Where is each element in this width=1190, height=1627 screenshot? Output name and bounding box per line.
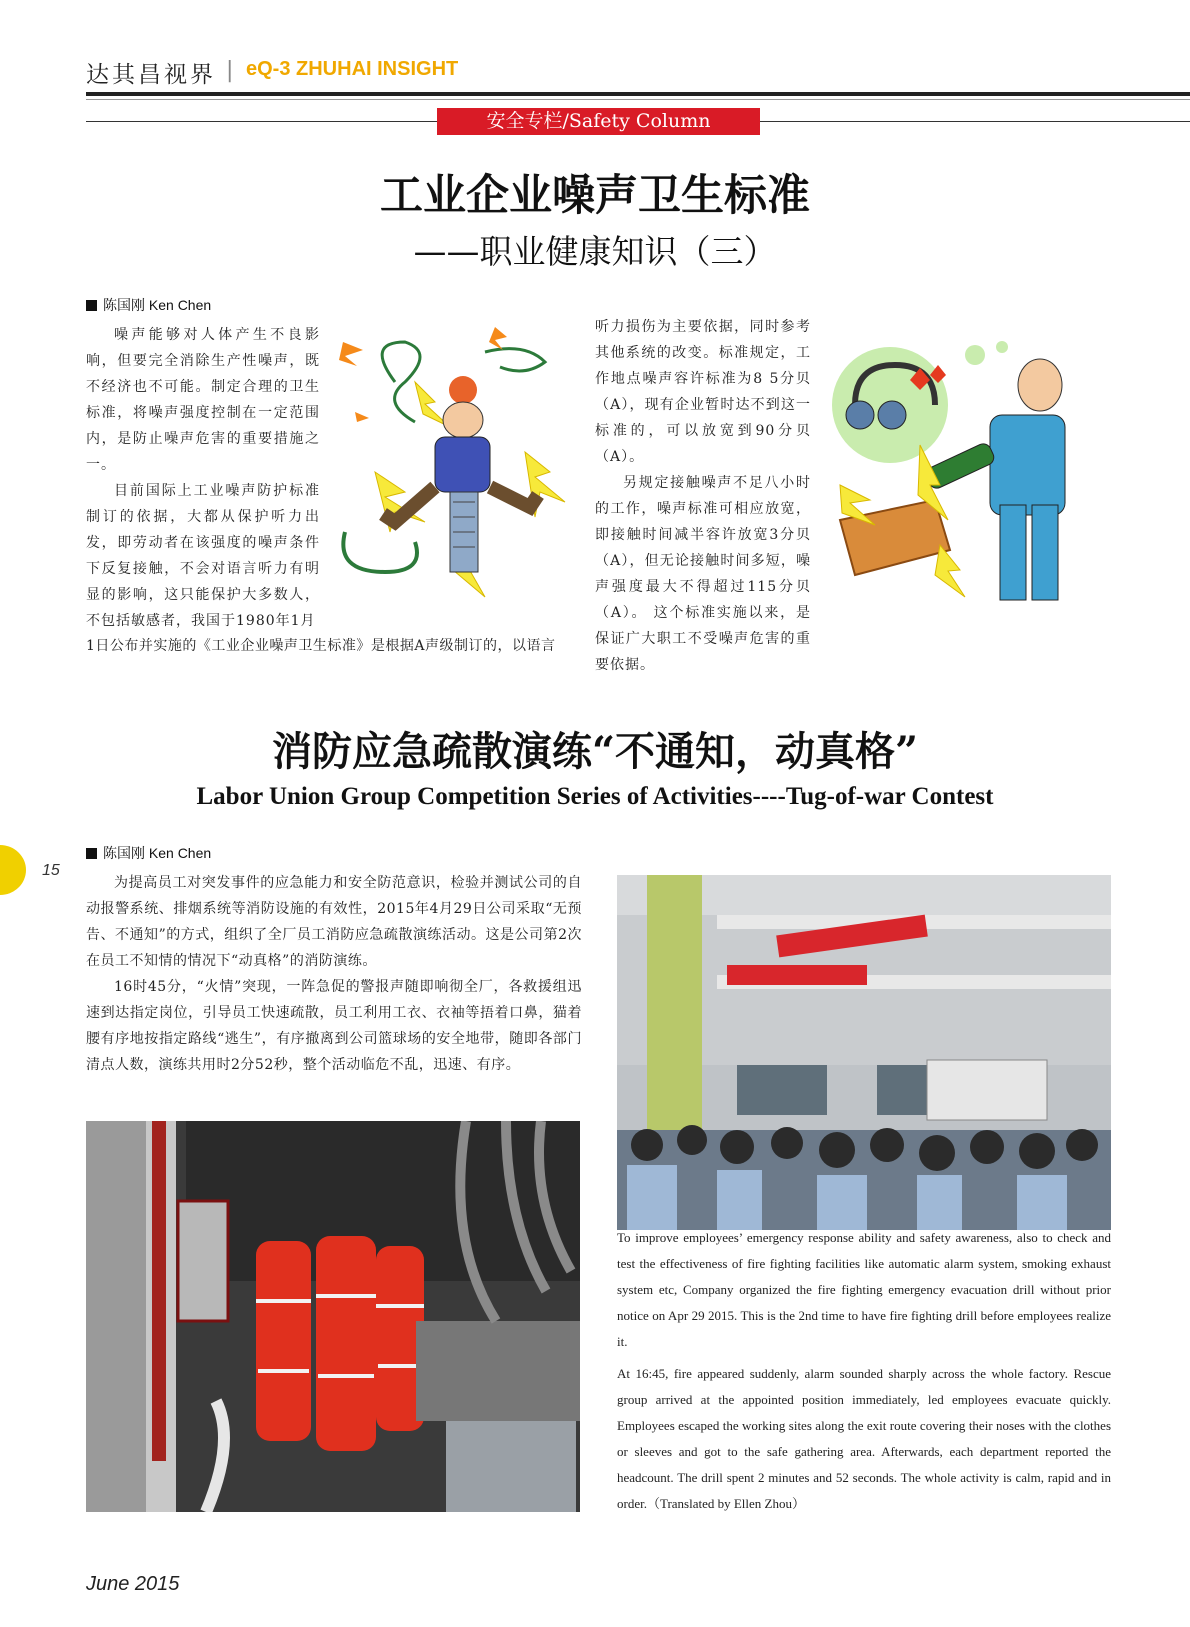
firefighters-photo xyxy=(86,1121,580,1512)
article1-subtitle: ——职业健康知识（三） xyxy=(413,232,777,271)
article2-cn-text xyxy=(86,870,582,1078)
page-number: 15 xyxy=(42,862,60,879)
jackhammer-worker-cartoon xyxy=(335,322,580,602)
article2-en-p1: To improve employees’ emergency response ability and safety awareness, also to check and test the effectiveness of fire fighting facilities like automatic alarm system, smoking exhaust system etc, Company organized the fire fighting emergency evacuation drill without prior notice on Apr 29 2015. This is the 2nd time to have fire fighting drill before employees realize it. xyxy=(617,1230,1111,1349)
article2-en-text xyxy=(617,1225,1111,1523)
footer-date: June 2015 xyxy=(86,1573,180,1595)
article1-col2-p2: 另规定接触噪声不足八小时的工作，噪声标准可相应放宽，即接触时间减半容许放宽3分贝（A），但无论接触时间多短，噪声强度最大不得超过115分贝（A）。 这个标准实施以来，是保证广大职工不受噪声危害的重要依据。 xyxy=(595,475,811,673)
header-separator: | xyxy=(226,58,234,83)
article2-subtitle: Labor Union Group Competition Series of Activities----Tug-of-war Contest xyxy=(196,783,994,810)
article1-title: 工业企业噪声卫生标准 xyxy=(380,171,810,221)
header-rule xyxy=(86,92,1190,96)
article2-title: 消防应急疏散演练“不通知，动真格” xyxy=(271,728,918,775)
column-badge: 安全专栏/Safety Column xyxy=(437,108,760,135)
article2-p1: 为提高员工对突发事件的应急能力和安全防范意识，检验并测试公司的自动报警系统、排烟系统等消防设施的有效性，2015年4月29日公司采取“无预告、不通知”的方式，组织了全厂员工消防应急疏散演练活动。这是公司第2次在员工不知情的情况下“动真格”的消防演练。 xyxy=(86,875,582,969)
page-tab xyxy=(0,845,26,895)
article1-col2-p1: 听力损伤为主要依据，同时参考其他系统的改变。标准规定，工作地点噪声容许标准为8 5分贝（A），现有企业暂时达不到这一标准的，可以放宽到90分贝（A）。 xyxy=(595,319,811,465)
article1-col1-p1: 噪声能够对人体产生不良影响，但要完全消除生产性噪声，既不经济也不可能。制定合理的卫生标准，将噪声强度控制在一定范围内，是防止噪声危害的重要措施之一。 xyxy=(86,327,320,473)
evacuation-crowd-photo xyxy=(617,875,1111,1230)
magazine-name-en: eQ-3 ZHUHAI INSIGHT xyxy=(246,58,459,80)
article1-col1-p2: 目前国际上工业噪声防护标准制订的依据，大都从保护听力出发，即劳动者在该强度的噪声条件下反复接触，不会对语言听力有明显的影响，这只能保护大多数人，不包括敏感者，我国于1980年1月 xyxy=(86,483,320,629)
magazine-name-cn: 达其昌视界 xyxy=(86,62,216,88)
square-bullet-icon xyxy=(86,848,97,859)
header-rule-thin xyxy=(86,99,1190,100)
article2-en-p2: At 16:45, fire appeared suddenly, alarm sounded sharply across the whole factory. Rescue group arrived at the appointed position immediately, led employees evacuate quickly. Employees escaped the working sites along the exit route covering their noses with the clothes or sleeves and got to the safe gathering area. Afterwards, each department reported the headcount. The drill spent 2 minutes and 52 seconds. The whole activity is calm, rapid and in order.（Translated by Ellen Zhou） xyxy=(617,1366,1111,1511)
article1-byline xyxy=(86,295,211,315)
square-bullet-icon xyxy=(86,300,97,311)
article2-byline xyxy=(86,843,211,863)
drill-worker-cartoon xyxy=(830,335,1075,615)
article1-col2 xyxy=(595,314,811,678)
article1-col1-tail: 1日公布并实施的《工业企业噪声卫生标准》是根据A声级制订的，以语言 xyxy=(86,638,556,654)
article1-author: 陈国刚 Ken Chen xyxy=(103,297,212,313)
article2-author: 陈国刚 Ken Chen xyxy=(103,845,212,861)
article2-p2: 16时45分，“火情”突现，一阵急促的警报声随即响彻全厂，各救援组迅速到达指定岗位，引导员工快速疏散，员工利用工衣、衣袖等捂着口鼻，猫着腰有序地按指定路线“逃生”，有序撤离到公司篮球场的安全地带，随即各部门清点人数，演练共用时2分52秒，整个活动临危不乱，迅速、有序。 xyxy=(86,979,582,1073)
article1-col1 xyxy=(86,322,320,634)
